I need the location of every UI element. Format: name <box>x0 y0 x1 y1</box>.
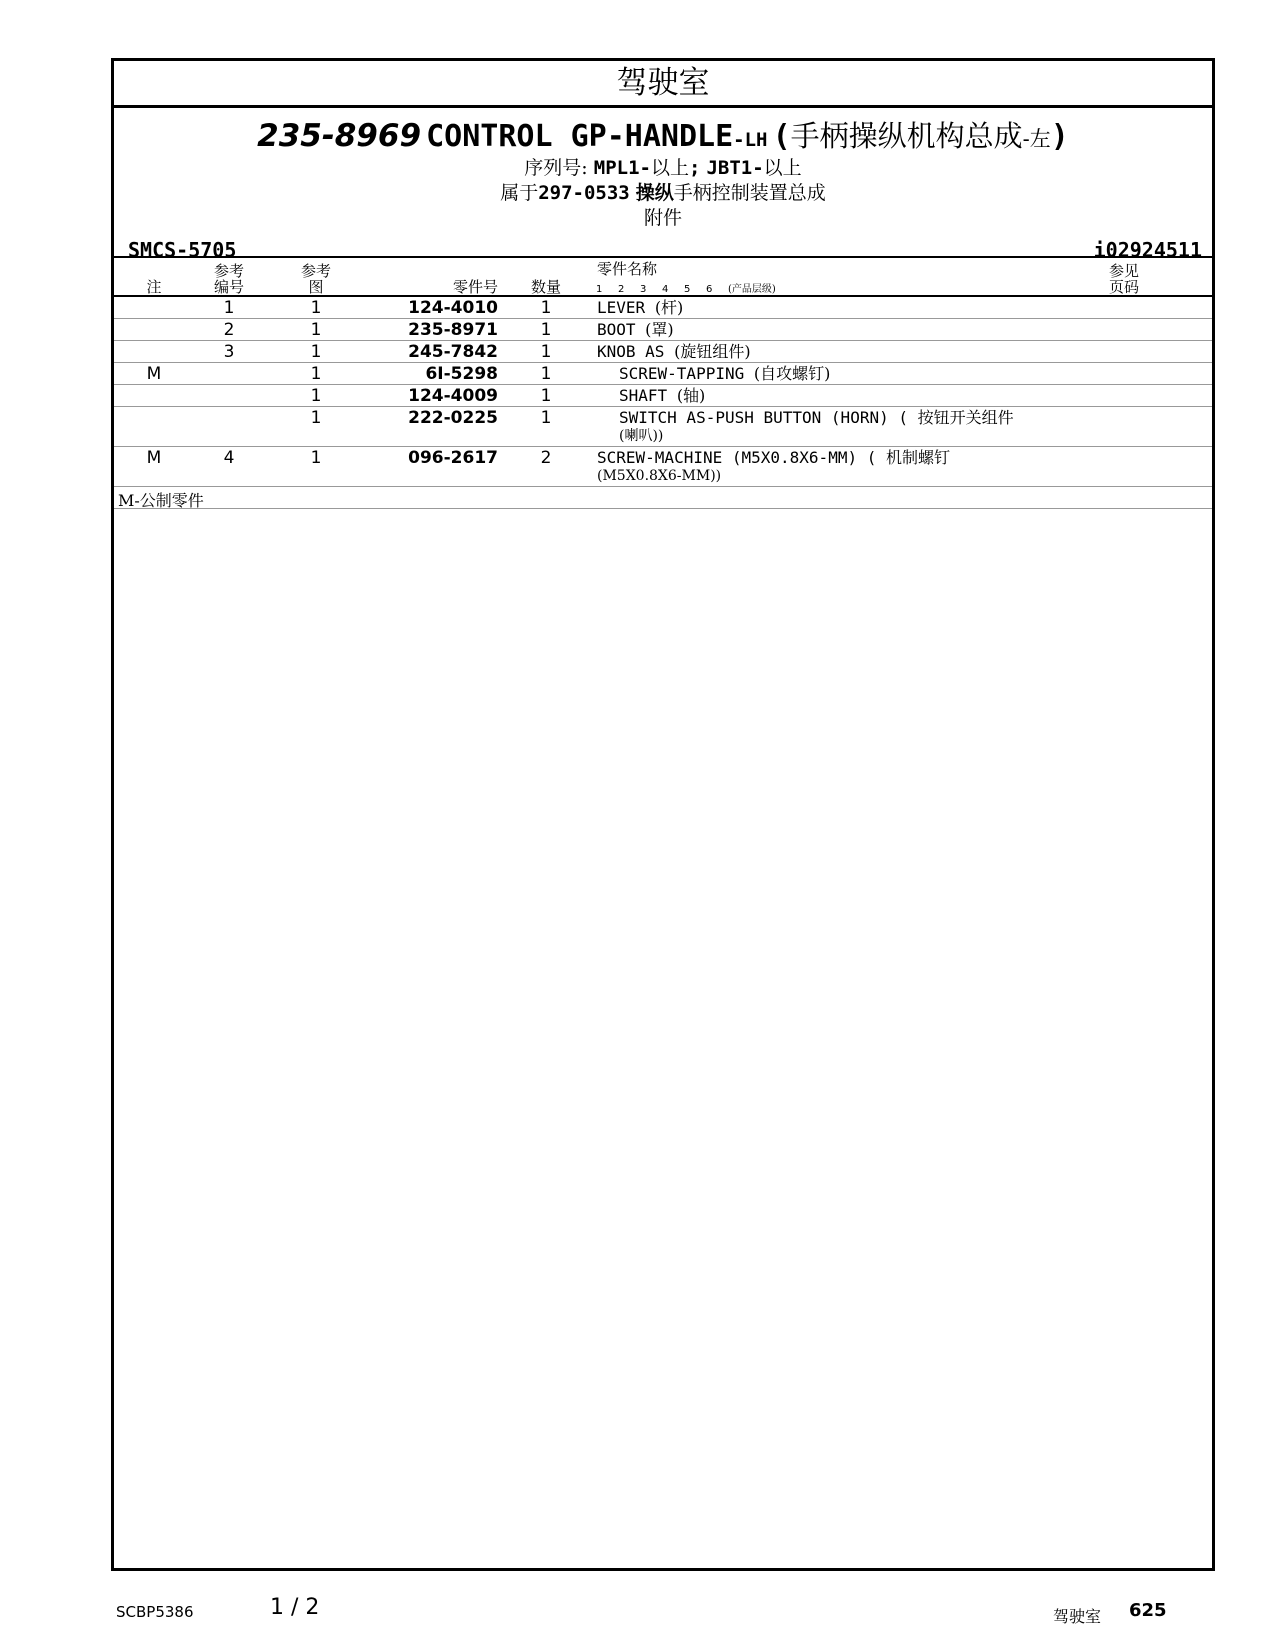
belongs-rest: 手柄控制装置总成 <box>673 182 826 204</box>
col-fig-line1: 参考 <box>300 262 331 280</box>
table-top-rule <box>114 256 1212 258</box>
belongs-line <box>114 178 1212 205</box>
row-ref-no: 3 <box>223 342 235 362</box>
heading-part-number: 235-8969 <box>257 118 422 154</box>
row-name-cn: (轴) <box>676 386 706 405</box>
row-qty: 1 <box>540 386 552 406</box>
serial-label: 序列号: <box>524 157 588 179</box>
row-part-number: 222-0225 <box>408 408 498 428</box>
row-part-number: 245-7842 <box>408 342 498 362</box>
col-qty: 数量 <box>530 278 561 296</box>
row-name-cn: (杆) <box>654 298 684 317</box>
row-note: M <box>146 448 162 468</box>
col-see-page <box>1104 263 1144 295</box>
row-ref-no: 4 <box>223 448 235 468</box>
footer-page-number: 625 <box>1129 1600 1167 1621</box>
col-fig <box>296 263 336 295</box>
level-2: 2 <box>618 284 625 295</box>
row-name-en: BOOT <box>597 320 636 339</box>
row-qty: 1 <box>540 342 552 362</box>
serial-mpl-up: 以上 <box>650 157 689 179</box>
row-fig: 1 <box>310 386 322 406</box>
belongs-bold-cn: 操纵 <box>635 182 674 204</box>
col-ref-no <box>209 263 249 295</box>
row-part-number: 6I-5298 <box>425 364 498 384</box>
row-ref-no: 1 <box>223 298 235 318</box>
footer-section: 驾驶室 <box>1053 1607 1102 1626</box>
row-part-number: 124-4009 <box>408 386 498 406</box>
footnote-rule <box>114 487 1212 509</box>
row-fig: 1 <box>310 320 322 340</box>
attachment-label: 附件 <box>643 207 682 229</box>
row-qty: 2 <box>540 448 552 468</box>
level-3: 3 <box>640 284 647 295</box>
heading-suffix: -LH <box>733 129 768 151</box>
level-5: 5 <box>684 284 691 295</box>
table-row <box>114 319 1212 341</box>
row-fig: 1 <box>310 342 322 362</box>
row-name-cn: 按钮开关组件 <box>917 408 1014 427</box>
footer-code: SCBP5386 <box>116 1603 194 1621</box>
table-row <box>114 341 1212 363</box>
row-part-name <box>597 365 1139 383</box>
row-part-name <box>597 387 1139 405</box>
row-name-en: SCREW-MACHINE (M5X0.8X6-MM) ( <box>597 448 877 467</box>
col-see-page-line2: 页码 <box>1108 278 1139 296</box>
row-qty: 1 <box>540 364 552 384</box>
row-note: M <box>146 364 162 384</box>
col-fig-line2: 图 <box>308 278 324 296</box>
heading-part-name: CONTROL GP-HANDLE <box>426 119 734 154</box>
belongs-prefix: 属于 <box>500 182 539 204</box>
row-name-cn: (罩) <box>645 320 674 339</box>
row-part-name <box>597 409 1139 445</box>
row-qty: 1 <box>540 320 552 340</box>
row-name-en: LEVER <box>597 298 646 317</box>
row-name-continuation: (喇叭)) <box>619 428 664 444</box>
row-fig: 1 <box>310 364 322 384</box>
row-name-cn: 机制螺钉 <box>886 448 951 467</box>
row-name-continuation: (M5X0.8X6-MM)) <box>597 468 722 484</box>
section-title: 驾驶室 <box>114 61 1212 108</box>
table-row <box>114 363 1212 385</box>
row-name-cn: (自攻螺钉) <box>753 364 831 383</box>
col-note: 注 <box>146 278 162 296</box>
row-fig: 1 <box>310 408 322 428</box>
row-name-en: SCREW-TAPPING <box>619 364 745 383</box>
col-ref-no-line2: 编号 <box>213 278 244 296</box>
row-part-name <box>597 343 1117 361</box>
page-frame <box>111 58 1215 1571</box>
level-1: 1 <box>596 284 603 295</box>
row-name-cn: (旋钮组件) <box>674 342 751 361</box>
illustration-id: i02924511 <box>1093 238 1202 262</box>
smcs-code: SMCS-5705 <box>128 238 237 262</box>
row-part-name <box>597 449 1117 485</box>
level-4: 4 <box>662 284 669 295</box>
footer-page-of: 1 / 2 <box>270 1595 320 1620</box>
row-fig: 1 <box>310 448 322 468</box>
heading-paren-open: ( <box>772 119 791 154</box>
row-ref-no: 2 <box>223 320 235 340</box>
serial-jbt: JBT1- <box>706 157 764 179</box>
table-row <box>114 407 1212 447</box>
row-part-number: 124-4010 <box>408 298 498 318</box>
footnote-metric: M-公制零件 <box>118 491 204 510</box>
heading-cn-side: -左 <box>1022 127 1051 151</box>
col-part-no: 零件号 <box>452 278 498 296</box>
heading-cn-name: 手柄操纵机构总成 <box>790 119 1023 153</box>
row-qty: 1 <box>540 408 552 428</box>
row-name-en: SHAFT <box>619 386 668 405</box>
serial-line <box>114 153 1212 180</box>
row-qty: 1 <box>540 298 552 318</box>
row-part-name <box>597 299 1117 317</box>
serial-mpl: MPL1- <box>593 157 651 179</box>
row-part-name <box>597 321 1117 339</box>
col-see-page-line1: 参见 <box>1108 262 1139 280</box>
row-name-en: KNOB AS <box>597 342 665 361</box>
level-6: 6 <box>706 284 713 295</box>
belongs-part: 297-0533 <box>538 182 630 204</box>
levels-note: (产品层级) <box>728 284 776 295</box>
row-part-number: 096-2617 <box>408 448 498 468</box>
row-fig: 1 <box>310 298 322 318</box>
row-part-number: 235-8971 <box>408 320 498 340</box>
col-ref-no-line1: 参考 <box>213 262 244 280</box>
heading-paren-close: ) <box>1050 119 1069 154</box>
serial-jbt-up: 以上 <box>763 157 802 179</box>
table-row <box>114 297 1212 319</box>
serial-sep: ; <box>688 157 701 179</box>
row-name-en: SWITCH AS-PUSH BUTTON (HORN) ( <box>619 408 908 427</box>
table-row <box>114 385 1212 407</box>
col-levels <box>596 280 776 295</box>
table-row <box>114 447 1212 487</box>
col-name: 零件名称 <box>597 260 658 278</box>
